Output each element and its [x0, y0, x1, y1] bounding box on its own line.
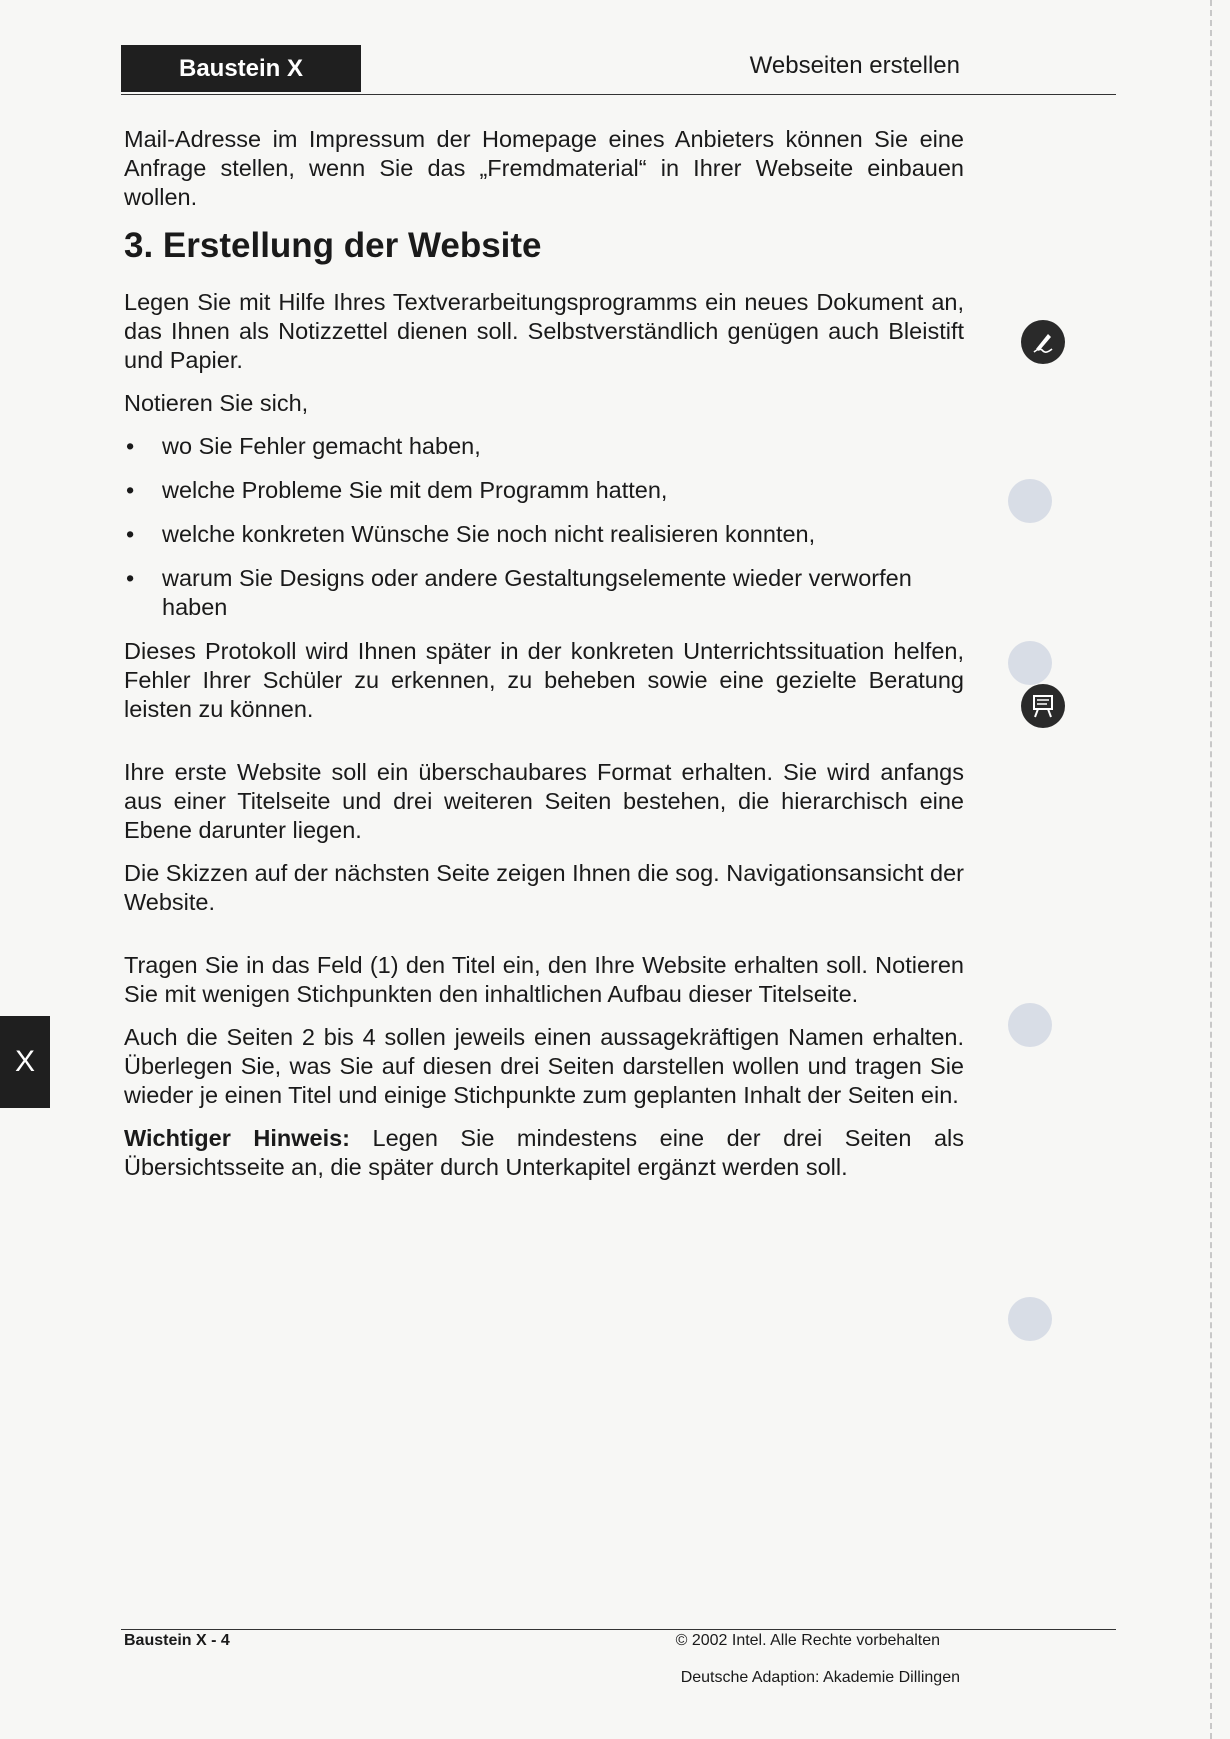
list-item: [124, 476, 964, 505]
binding-edge: [1210, 0, 1214, 1739]
ghost-circle: [1008, 479, 1052, 523]
bullet-glyph: •: [126, 433, 135, 459]
bullet-glyph: •: [126, 477, 135, 503]
presentation-board-icon: [1021, 684, 1065, 728]
ghost-circle: [1008, 1297, 1052, 1341]
section-label: Baustein X: [121, 45, 361, 92]
paragraph-1: Legen Sie mit Hilfe Ihres Textverarbeitungsprogramms ein neues Dokument an, das Ihnen als Notizzettel dienen soll. Selbstverständlich genügen auch Bleistift und Papier.: [124, 289, 964, 373]
list-item: [124, 564, 964, 622]
list-item-text: wo Sie Fehler gemacht haben,: [162, 433, 481, 459]
note-label: Wichtiger Hinweis:: [124, 1125, 351, 1151]
notes-list: [124, 432, 964, 622]
footer-page-label: Baustein X - 4: [124, 1632, 230, 1649]
paragraph-2: Notieren Sie sich,: [124, 390, 309, 416]
ghost-circle: [1008, 1003, 1052, 1047]
main-content: [124, 125, 964, 1196]
footer-copyright: © 2002 Intel. Alle Rechte vorbehalten: [675, 1632, 940, 1649]
list-item-text: welche Probleme Sie mit dem Programm hatten,: [162, 477, 668, 503]
intro-paragraph: Mail-Adresse im Impressum der Homepage eines Anbieters können Sie eine Anfrage stellen, wenn Sie das „Fremdmaterial“ in Ihrer Webseite einbauen wollen.: [124, 126, 964, 210]
list-item: [124, 520, 964, 549]
spacer: [124, 931, 964, 951]
pen-icon: [1021, 320, 1065, 364]
note-text: Legen Sie mindestens eine der drei Seiten als Übersichtsseite an, die später durch Unterkapitel ergänzt werden soll.: [124, 1125, 964, 1180]
footer-adaptation: Deutsche Adaption: Akademie Dillingen: [680, 1669, 960, 1686]
header-divider: [121, 94, 1116, 95]
bullet-glyph: •: [126, 565, 135, 591]
ghost-circle: [1008, 641, 1052, 685]
list-item-text: warum Sie Designs oder andere Gestaltungselemente wieder verworfen haben: [162, 565, 912, 620]
paragraph-3: Dieses Protokoll wird Ihnen später in der konkreten Unterrichtssituation helfen, Fehler Ihrer Schüler zu erkennen, zu beheben sowie eine gezielte Beratung leisten zu können.: [124, 638, 964, 722]
paragraph-5: Die Skizzen auf der nächsten Seite zeigen Ihnen die sog. Navigationsansicht der Website.: [124, 860, 964, 915]
paragraph-7: Auch die Seiten 2 bis 4 sollen jeweils einen aussagekräftigen Namen erhalten. Überlegen Sie, was Sie auf diesen drei Seiten darstellen wollen und tragen Sie wieder je einen Titel und einige Stichpunkte zum geplanten Inhalt der Seiten ein.: [124, 1024, 964, 1108]
bullet-glyph: •: [126, 521, 135, 547]
list-item-text: welche konkreten Wünsche Sie noch nicht realisieren konnten,: [162, 521, 816, 547]
section-heading: 3. Erstellung der Website: [124, 226, 542, 265]
paragraph-4: Ihre erste Website soll ein überschaubares Format erhalten. Sie wird anfangs aus einer Titelseite und drei weiteren Seiten bestehen, die hierarchisch eine Ebene darunter liegen.: [124, 759, 964, 843]
important-note: [124, 1124, 964, 1182]
page-header-title: Webseiten erstellen: [749, 52, 960, 79]
footer-divider: [121, 1629, 1116, 1630]
paragraph-6: Tragen Sie in das Feld (1) den Titel ein, den Ihre Website erhalten soll. Notieren Sie mit wenigen Stichpunkten den inhaltlichen Aufbau dieser Titelseite.: [124, 952, 964, 1007]
spacer: [124, 738, 964, 758]
side-chapter-tab: X: [0, 1016, 50, 1108]
list-item: [124, 432, 964, 461]
